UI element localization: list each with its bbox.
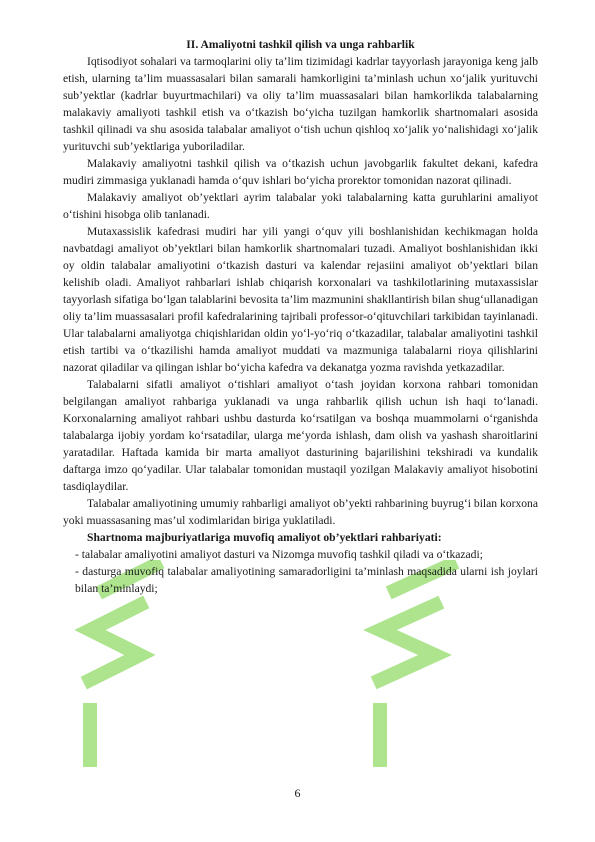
subheading: Shartnoma majburiyatlariga muvofiq amaliyot ob’yektlari rahbariyati: <box>87 531 442 544</box>
list-item: - dasturga muvofiq talabalar amaliyotining samaradorligini ta’minlash maqsadida ularni ish joylari bilan ta’minlaydi; <box>75 565 538 595</box>
page-number: 6 <box>294 786 301 800</box>
paragraph-2: Malakaviy amaliyotni tashkil qilish va o‘tkazish uchun javobgarlik fakultet dekani, kafedra mudiri zimmasiga yuklanadi hamda o‘quv ishlari bo‘yicha prorektor tomonidan nazorat qilinadi. <box>63 157 538 187</box>
paragraph-6: Talabalar amaliyotining umumiy rahbarligi amaliyot ob’yekti rahbarining buyrug‘i bilan korxona yoki muassasaning mas’ul xodimlaridan biriga yuklatiladi. <box>63 497 538 527</box>
paragraph-4: Mutaxassislik kafedrasi mudiri har yili yangi o‘quv yili boshlanishidan kechikmagan holda navbatdagi amaliyot ob’yektlari bilan hamkorlik shartnomalari tuzadi. Amaliyot boshlanishidan ikki oy oldin talabalar amaliyotini o‘tkazish dasturi va kalendar rejasiini amaliyot ob’yektlari bilan kelishib oladi. Amaliyot rahbarlari ishlab chiqarish korxonalari va tashkilotlarining mutaxassislar tayyorlash sifatiga bo‘lgan talablarini bevosita ta’lim mazmunini shakllantirish bilan shug‘ullanadigan oliy ta’lim muassasalari profil kafedralarining tajribali professor-o‘qituvchilari tarkibidan tayinlanadi. Ular talabalarni amaliyotga chiqishlaridan oldin yo‘l-yo‘riq o‘tkazadilar, talabalar amaliyotini tashkil etish tartibi va o‘tkazilishi hamda amaliyot muddati va mazmuniga talabalarni rioya qilishlarini nazorat qiladilar va qilingan ishlar bo‘yicha kafedra va dekanatga yozma ravishda yetkazadilar. <box>63 225 538 374</box>
page-content <box>63 36 538 597</box>
section-heading: II. Amaliyotni tashkil qilish va unga rahbarlik <box>186 38 415 51</box>
paragraph-3: Malakaviy amaliyot ob’yektlari ayrim talabalar yoki talabalarning katta guruhlarini amaliyot o‘tishini hisobga olib tanlanadi. <box>63 191 538 221</box>
paragraph-5: Talabalarni sifatli amaliyot o‘tishlari amaliyot o‘tash joyidan korxona rahbari tomonidan belgilangan amaliyot rahbariga yuklanadi va unga rahbarlik qilish uchun ish haqi to‘lanadi. Korxonalarning amaliyot rahbari ushbu dasturda ko‘rsatilgan va boshqa muammolarni o‘rganishda talabalarga ijobiy yordam ko‘rsatadilar, ularga me‘yorda ishlash, dam olish va yashash sharoitlarini yaratadilar. Haftada kamida bir marta amaliyot dasturining bajarilishini tekshiradi va kundalik daftarga imzo qo‘yadilar. Ular talabalar tomonidan mustaqil yozilgan Malakaviy amaliyot hisobotini tasdiqlaydilar. <box>63 378 538 493</box>
list-item: - talabalar amaliyotini amaliyot dasturi va Nizomga muvofiq tashkil qiladi va o‘tkazadi; <box>75 548 483 561</box>
paragraph-1: Iqtisodiyot sohalari va tarmoqlarini oliy ta’lim tizimidagi kadrlar tayyorlash jarayoniga keng jalb etish, ularning ta’lim muassasalari bilan samarali hamkorligini ta’minlash uchun xo‘jalik yurituvchi sub’yektlar (kadrlar buyurtmachilari) va oliy ta’lim muassasalari bilan hamkorlikda talabalarning malakaviy amaliyoti tashkil etish va o‘tkazish bo‘yicha tuzilgan hamkorlik shartnomalari asosida tashkil qilinadi va shu asosida talabalar amaliyot o‘tish uchun qishloq xo‘jalik yo‘nalishidagi xo‘jalik yurituvchi sub’yektlariga yuboriladilar. <box>63 55 538 153</box>
